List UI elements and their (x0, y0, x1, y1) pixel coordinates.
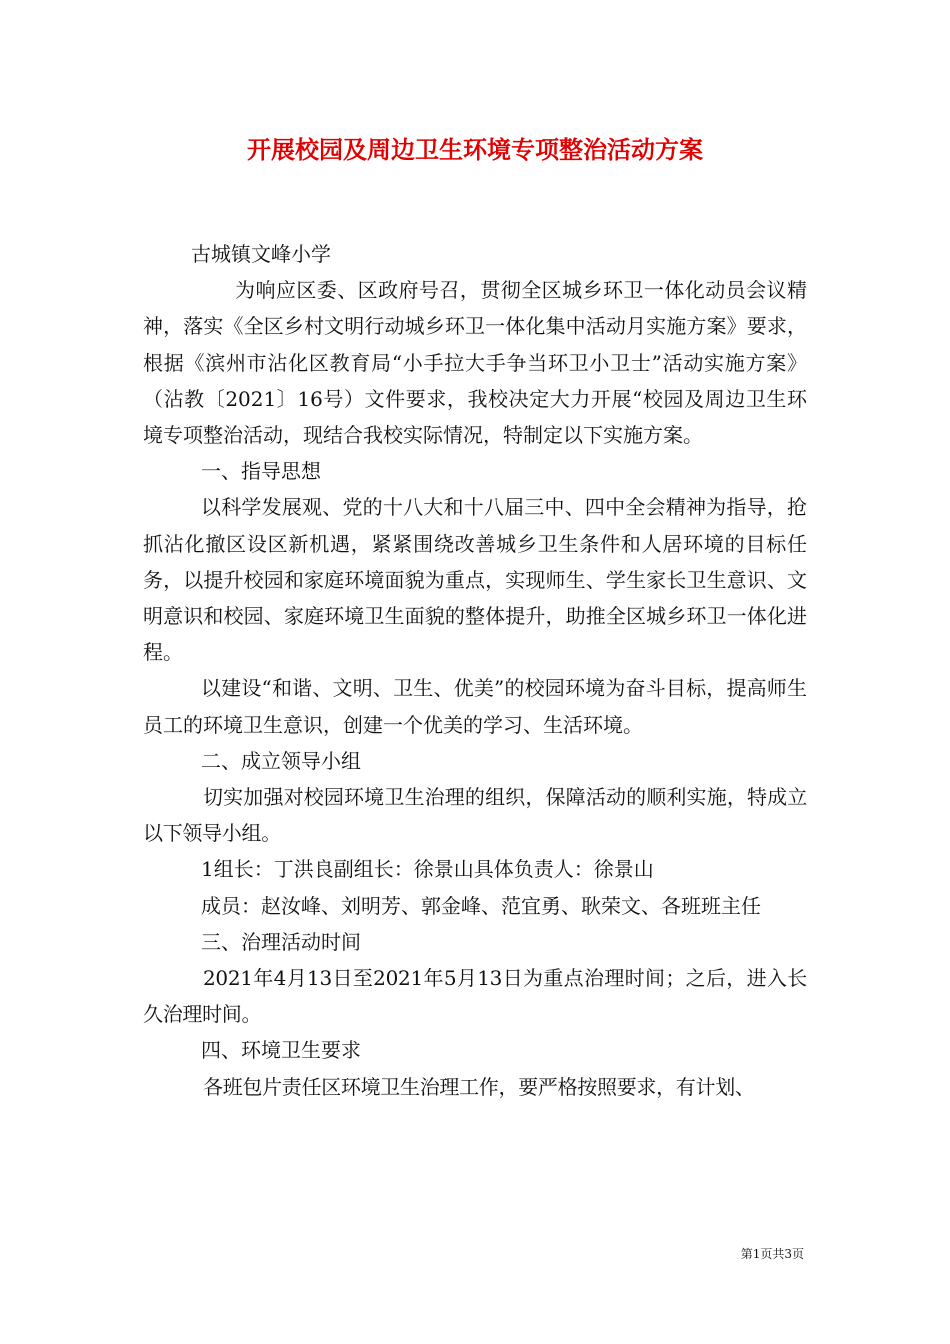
paragraph-goal: 以建设“和谐、文明、卫生、优美”的校园环境为奋斗目标，提高师生员工的环境卫生意识，创建一个优美的学习、生活环境。 (143, 676, 807, 737)
paragraph-leadership-group: 切实加强对校园环境卫生治理的组织，保障活动的顺利实施，特成立以下领导小组。 (143, 785, 807, 846)
section-heading-activity-time: 三、治理活动时间 (201, 929, 361, 954)
paragraph-group-members: 成员：赵汝峰、刘明芳、郭金峰、范宜勇、耿荣文、各班班主任 (201, 893, 761, 918)
document-body (143, 236, 807, 1105)
paragraph-guiding-thought: 以科学发展观、党的十八大和十八届三中、四中全会精神为指导，抢抓沾化撤区设区新机遇，紧紧围绕改善城乡卫生条件和人居环境的目标任务，以提升校园和家庭环境面貌为重点，实现师生、学生家长卫生意识、文明意识和校园、家庭环境卫生面貌的整体提升，助推全区城乡环卫一体化进程。 (143, 495, 807, 665)
paragraph-group-leaders: 1组长：丁洪良副组长：徐景山具体负责人：徐景山 (201, 857, 654, 882)
section-heading-hygiene-requirements: 四、环境卫生要求 (201, 1038, 361, 1063)
paragraph-activity-time: 2021年4月13日至2021年5月13日为重点治理时间；之后，进入长久治理时间。 (143, 966, 807, 1027)
section-heading-leadership-group: 二、成立领导小组 (201, 748, 361, 773)
paragraph-intro: 为响应区委、区政府号召，贯彻全区城乡环卫一体化动员会议精神，落实《全区乡村文明行动城乡环卫一体化集中活动月实施方案》要求，根据《滨州市沾化区教育局“小手拉大手争当环卫小卫士”活动实施方案》（沾教〔2021〕16号）文件要求，我校决定大力开展“校园及周边卫生环境专项整治活动，现结合我校实际情况，特制定以下实施方案。 (143, 278, 807, 448)
section-heading-guiding-thought: 一、指导思想 (201, 459, 321, 484)
paragraph-hygiene-requirements: 各班包片责任区环境卫生治理工作，要严格按照要求，有计划、 (203, 1074, 755, 1099)
school-name: 古城镇文峰小学 (191, 242, 331, 266)
document-title: 开展校园及周边卫生环境专项整治活动方案 (247, 135, 703, 164)
page-number-footer: 第1页共3页 (740, 1247, 804, 1261)
